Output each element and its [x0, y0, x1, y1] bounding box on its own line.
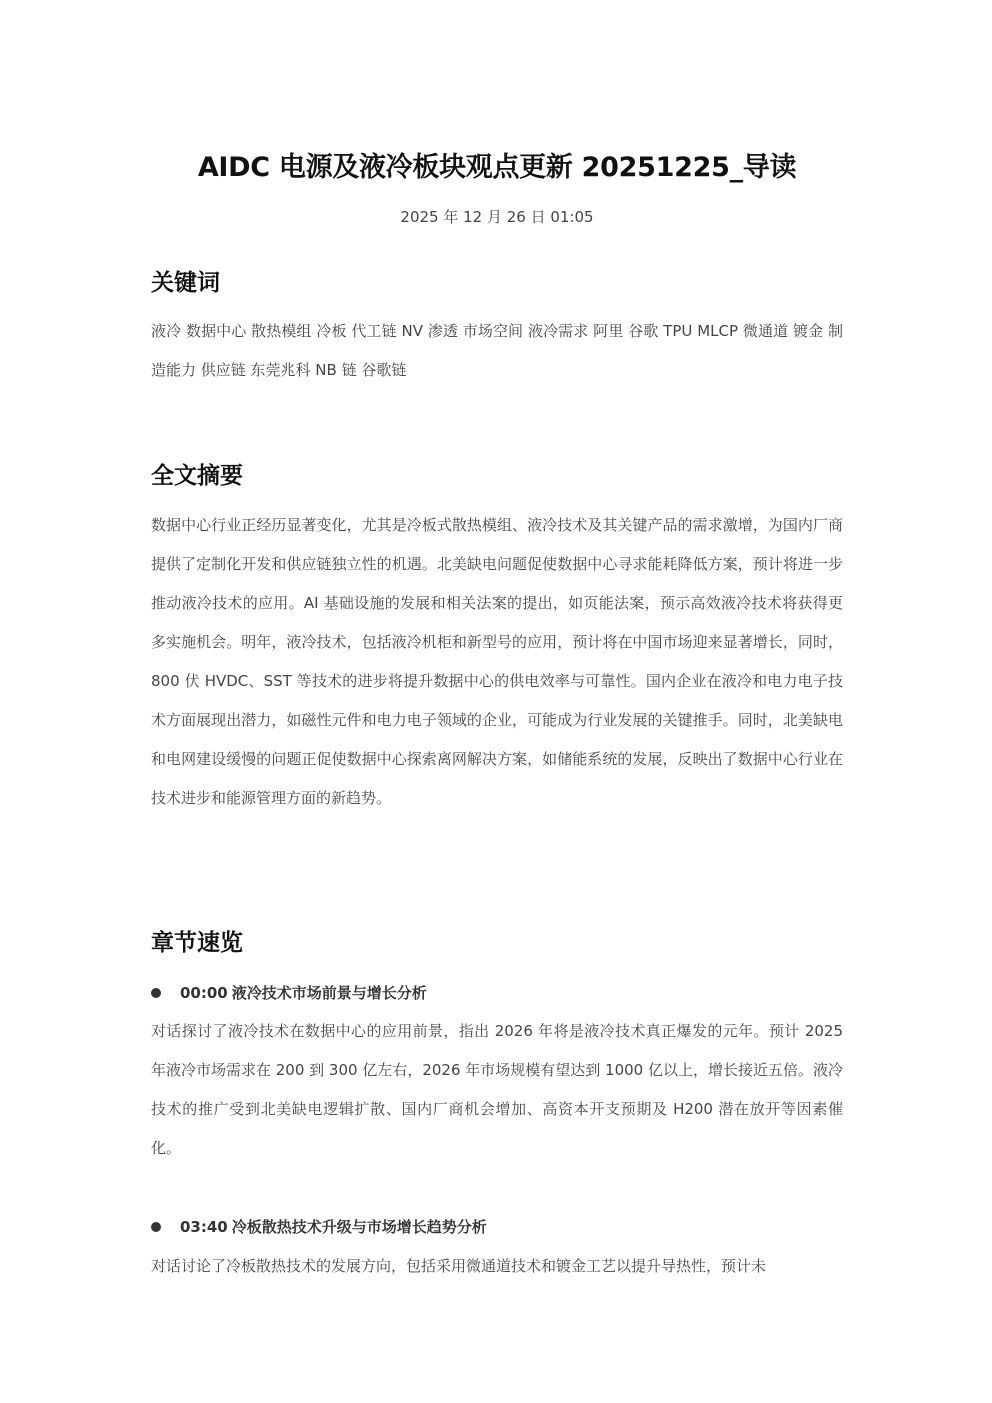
bullet-icon	[151, 988, 161, 998]
chapter-timestamp: 00:00	[180, 984, 228, 1002]
chapter-heading	[180, 979, 427, 1007]
document-date: 2025 年 12 月 26 日 01:05	[400, 208, 594, 226]
bullet-icon	[151, 1222, 161, 1232]
summary-heading: 全文摘要	[151, 463, 243, 489]
summary-text: 数据中心行业正经历显著变化，尤其是冷板式散热模组、液冷技术及其关键产品的需求激增，为国内厂商提供了定制化开发和供应链独立性的机遇。北美缺电问题促使数据中心寻求能耗降低方案，预计将进一步推动液冷技术的应用。AI 基础设施的发展和相关法案的提出，如页能法案，预示高效液冷技术将获得更多实施机会。明年，液冷技术，包括液冷机柜和新型号的应用，预计将在中国市场迎来显著增长，同时，800 伏 HVDC、SST 等技术的进步将提升数据中心的供电效率与可靠性。国内企业在液冷和电力电子技术方面展现出潜力，如磁性元件和电力电子领域的企业，可能成为行业发展的关键推手。同时，北美缺电和电网建设缓慢的问题正促使数据中心探索离网解决方案，如储能系统的发展，反映出了数据中心行业在技术进步和能源管理方面的新趋势。	[151, 516, 843, 807]
keywords-text: 液冷 数据中心 散热模组 冷板 代工链 NV 渗透 市场空间 液冷需求 阿里 谷歌 TPU MLCP 微通道 镀金 制造能力 供应链 东莞兆科 NB 链 谷歌链	[151, 322, 843, 379]
chapter-summary: 对话讨论了冷板散热技术的发展方向，包括采用微通道技术和镀金工艺以提升导热性，预计未	[151, 1257, 767, 1275]
chapter-timestamp: 03:40	[180, 1218, 228, 1236]
chapter-summary: 对话探讨了液冷技术在数据中心的应用前景，指出 2026 年将是液冷技术真正爆发的元年。预计 2025 年液冷市场需求在 200 到 300 亿左右，2026 年市场规模有望达到 1000 亿以上，增长接近五倍。液冷技术的推广受到北美缺电逻辑扩散、国内厂商机会增加、高资本开支预期及 H200 潜在放开等因素催化。	[151, 1022, 843, 1157]
chapter-heading	[180, 1213, 487, 1241]
chapter-item	[151, 1213, 843, 1243]
chapter-title: 冷板散热技术升级与市场增长趋势分析	[231, 1218, 487, 1236]
chapter-item	[151, 979, 843, 1009]
document-title: AIDC 电源及液冷板块观点更新 20251225_导读	[197, 152, 797, 183]
chapters-heading: 章节速览	[151, 930, 243, 956]
chapter-title: 液冷技术市场前景与增长分析	[231, 984, 427, 1002]
keywords-heading: 关键词	[151, 270, 220, 296]
